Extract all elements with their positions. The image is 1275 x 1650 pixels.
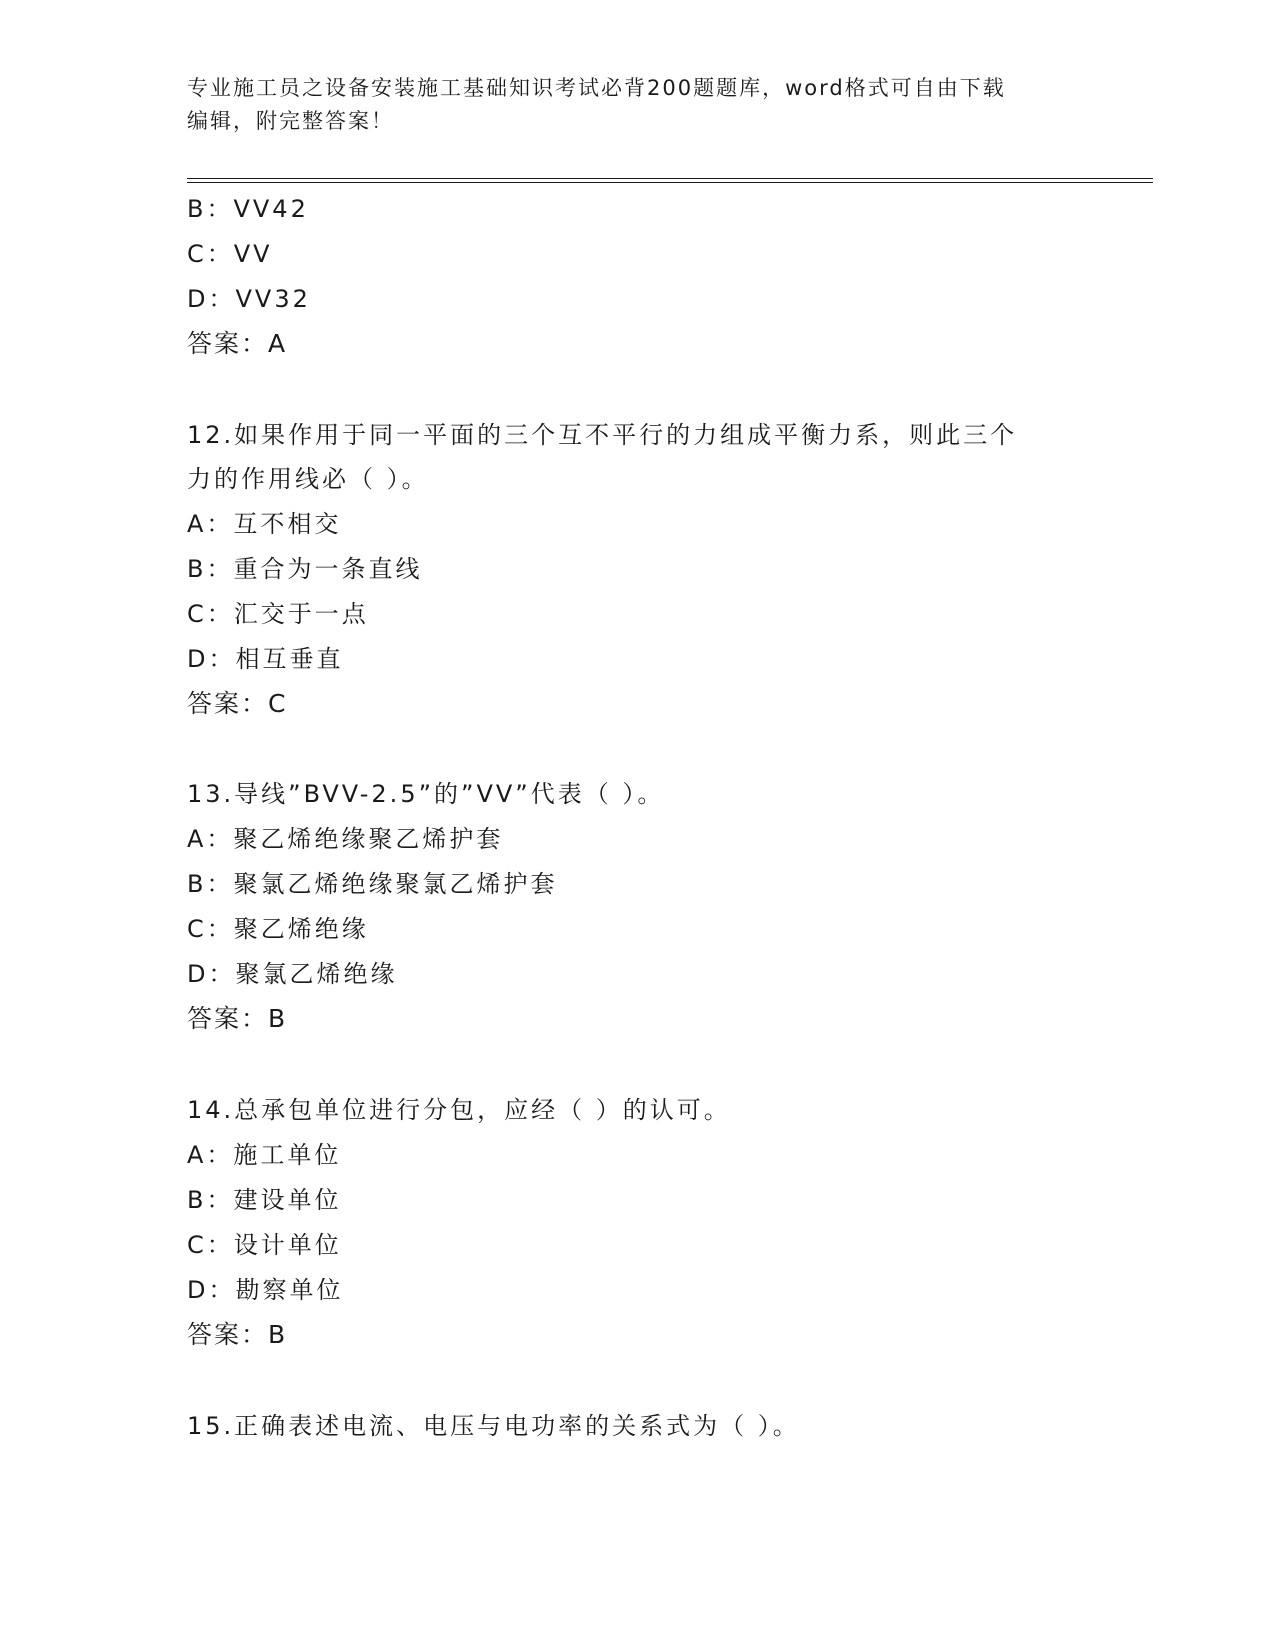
q14-option-c: C：设计单位 bbox=[187, 1231, 342, 1259]
header-line-2: 编辑，附完整答案！ bbox=[187, 109, 394, 133]
q12-option-c: C：汇交于一点 bbox=[187, 600, 369, 628]
q12-stem-line-1: 12.如果作用于同一平面的三个互不平行的力组成平衡力系，则此三个 bbox=[187, 421, 1018, 449]
q15-stem: 15.正确表述电流、电压与电功率的关系式为（ ）。 bbox=[187, 1412, 800, 1440]
q11-option-d: D：VV32 bbox=[187, 285, 311, 313]
header-divider-top bbox=[187, 178, 1153, 179]
q11-answer: 答案：A bbox=[187, 329, 288, 358]
header-line-1: 专业施工员之设备安装施工基础知识考试必背200题题库，word格式可自由下载 bbox=[187, 76, 1006, 100]
q11-option-b: B：VV42 bbox=[187, 195, 309, 223]
q11-option-c: C：VV bbox=[187, 240, 273, 268]
q12-stem-line-2: 力的作用线必（ ）。 bbox=[187, 465, 429, 493]
q13-option-c: C：聚乙烯绝缘 bbox=[187, 915, 369, 943]
q13-option-d: D：聚氯乙烯绝缘 bbox=[187, 960, 398, 988]
q14-answer: 答案：B bbox=[187, 1320, 288, 1349]
q14-stem: 14.总承包单位进行分包，应经（ ）的认可。 bbox=[187, 1096, 731, 1124]
q13-answer: 答案：B bbox=[187, 1004, 288, 1033]
q13-option-b: B：聚氯乙烯绝缘聚氯乙烯护套 bbox=[187, 870, 558, 898]
q12-option-d: D：相互垂直 bbox=[187, 645, 344, 673]
q12-option-b: B：重合为一条直线 bbox=[187, 555, 423, 583]
q12-option-a: A：互不相交 bbox=[187, 510, 342, 538]
q14-option-d: D：勘察单位 bbox=[187, 1276, 344, 1304]
header-divider-bottom bbox=[187, 182, 1153, 183]
q13-stem: 13.导线”BVV-2.5”的”VV”代表（ ）。 bbox=[187, 780, 665, 808]
q14-option-b: B：建设单位 bbox=[187, 1186, 342, 1214]
q12-answer: 答案：C bbox=[187, 689, 288, 718]
q13-option-a: A：聚乙烯绝缘聚乙烯护套 bbox=[187, 825, 504, 853]
q14-option-a: A：施工单位 bbox=[187, 1141, 342, 1169]
document-header bbox=[187, 72, 1087, 138]
